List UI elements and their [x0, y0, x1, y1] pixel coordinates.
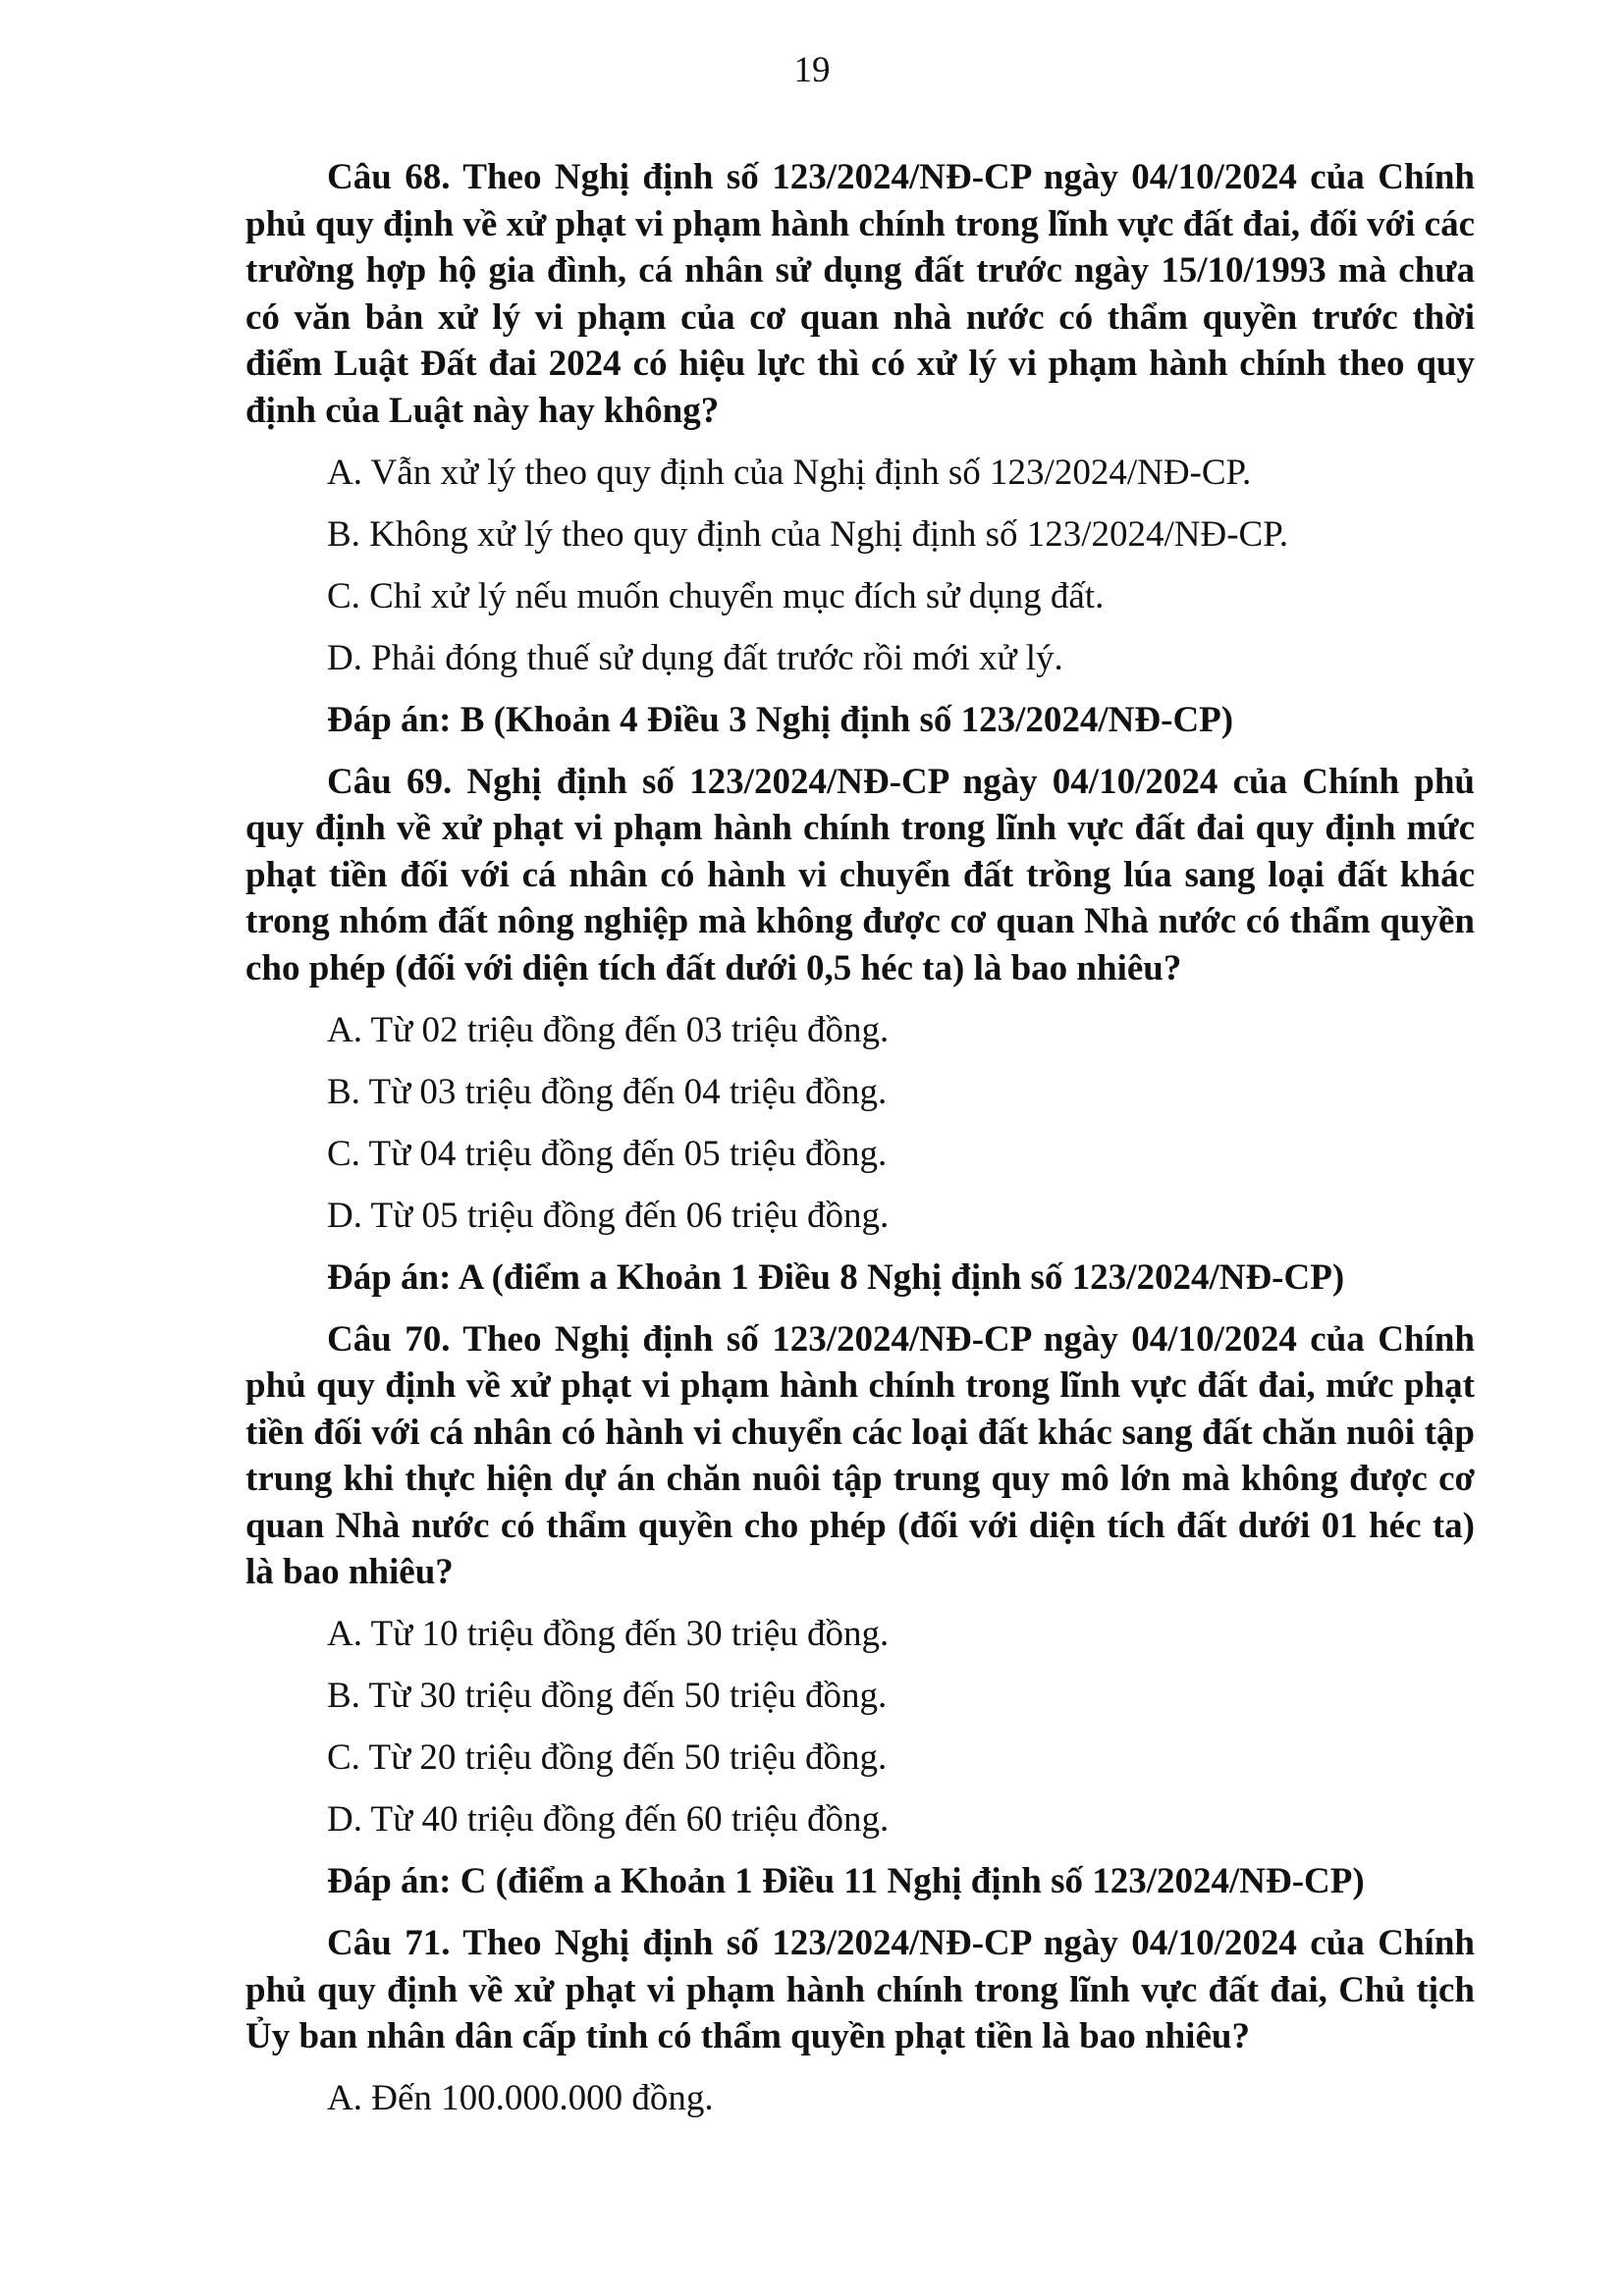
- question-text: Câu 71. Theo Nghị định số 123/2024/NĐ-CP ngày 04/10/2024 của Chính phủ quy định về xử phạt vi phạm hành chính trong lĩnh vực đất đai, Chủ tịch Ủy ban nhân dân cấp tỉnh có thẩm quyền phạt tiền là bao nhiêu?: [245, 1923, 1475, 2056]
- option-d: D. Từ 05 triệu đồng đến 06 triệu đồng.: [327, 1195, 890, 1236]
- option-d: D. Từ 40 triệu đồng đến 60 triệu đồng.: [327, 1799, 890, 1840]
- option-a: A. Từ 10 triệu đồng đến 30 triệu đồng.: [327, 1614, 890, 1654]
- question-text: Câu 69. Nghị định số 123/2024/NĐ-CP ngày 04/10/2024 của Chính phủ quy định về xử phạt vi phạm hành chính trong lĩnh vực đất đai quy định mức phạt tiền đối với cá nhân có hành vi chuyển đất trồng lúa sang loại đất khác trong nhóm đất nông nghiệp mà không được cơ quan Nhà nước có thẩm quyền cho phép (đối với diện tích đất dưới 0,5 héc ta) là bao nhiêu?: [245, 761, 1475, 988]
- question-block-69: [245, 759, 1475, 1302]
- question-block-70: [245, 1316, 1475, 1905]
- option-b: B. Từ 03 triệu đồng đến 04 triệu đồng.: [327, 1071, 888, 1112]
- option-d: D. Phải đóng thuế sử dụng đất trước rồi mới xử lý.: [327, 637, 1063, 678]
- option-c: C. Chỉ xử lý nếu muốn chuyển mục đích sử dụng đất.: [327, 575, 1105, 616]
- answer-line: Đáp án: B (Khoản 4 Điều 3 Nghị định số 123/2024/NĐ-CP): [327, 699, 1234, 740]
- option-c: C. Từ 04 triệu đồng đến 05 triệu đồng.: [327, 1133, 888, 1174]
- option-b: B. Từ 30 triệu đồng đến 50 triệu đồng.: [327, 1676, 888, 1716]
- document-body: [245, 154, 1475, 2122]
- question-text: Câu 70. Theo Nghị định số 123/2024/NĐ-CP ngày 04/10/2024 của Chính phủ quy định về xử phạt vi phạm hành chính trong lĩnh vực đất đai, mức phạt tiền đối với cá nhân có hành vi chuyển các loại đất khác sang đất chăn nuôi tập trung khi thực hiện dự án chăn nuôi tập trung quy mô lớn mà không được cơ quan Nhà nước có thẩm quyền cho phép (đối với diện tích đất dưới 01 héc ta) là bao nhiêu?: [245, 1318, 1475, 1592]
- option-a: A. Đến 100.000.000 đồng.: [327, 2078, 714, 2118]
- answer-line: Đáp án: A (điểm a Khoản 1 Điều 8 Nghị định số 123/2024/NĐ-CP): [327, 1256, 1345, 1298]
- option-a: A. Vẫn xử lý theo quy định của Nghị định số 123/2024/NĐ-CP.: [327, 452, 1252, 493]
- question-text: Câu 68. Theo Nghị định số 123/2024/NĐ-CP ngày 04/10/2024 của Chính phủ quy định về xử phạt vi phạm hành chính trong lĩnh vực đất đai, đối với các trường hợp hộ gia đình, cá nhân sử dụng đất trước ngày 15/10/1993 mà chưa có văn bản xử lý vi phạm của cơ quan nhà nước có thẩm quyền trước thời điểm Luật Đất đai 2024 có hiệu lực thì có xử lý vi phạm hành chính theo quy định của Luật này hay không?: [245, 157, 1475, 431]
- option-c: C. Từ 20 triệu đồng đến 50 triệu đồng.: [327, 1737, 888, 1778]
- page-number: 19: [793, 50, 831, 90]
- question-block-68: [245, 154, 1475, 743]
- question-block-71: [245, 1920, 1475, 2122]
- option-b: B. Không xử lý theo quy định của Nghị định số 123/2024/NĐ-CP.: [327, 513, 1288, 555]
- option-a: A. Từ 02 triệu đồng đến 03 triệu đồng.: [327, 1009, 890, 1050]
- answer-line: Đáp án: C (điểm a Khoản 1 Điều 11 Nghị định số 123/2024/NĐ-CP): [327, 1861, 1365, 1901]
